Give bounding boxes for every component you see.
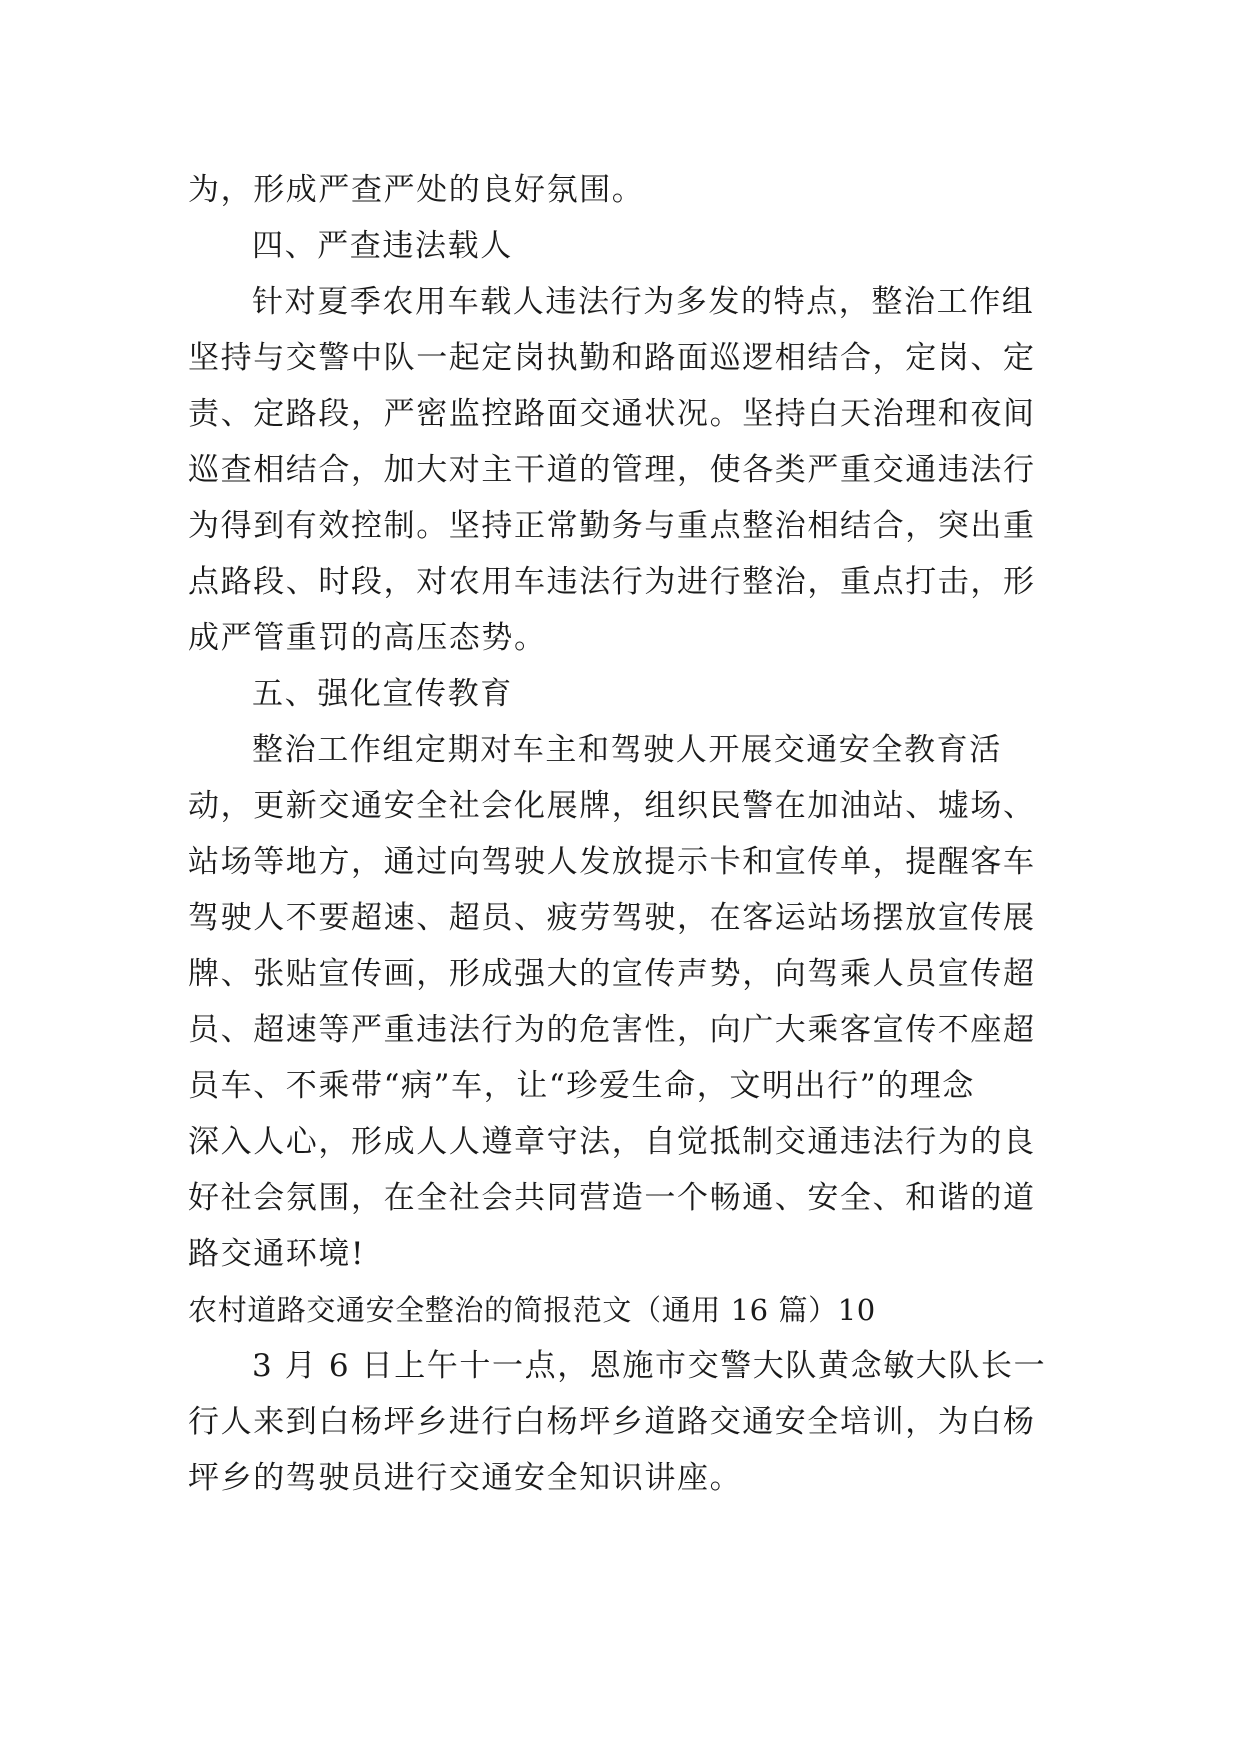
text-line-12: 动，更新交通安全社会化展牌，组织民警在加油站、墟场、 bbox=[188, 788, 1036, 824]
text-line-11: 整治工作组定期对车主和驾驶人开展交通安全教育活 bbox=[252, 732, 1002, 768]
text-line-9: 成严管重罚的高压态势。 bbox=[188, 620, 547, 656]
section-heading-5: 五、强化宣传教育 bbox=[252, 676, 513, 712]
text-line-20: 路交通环境! bbox=[188, 1236, 366, 1272]
text-line-22: 3 月 6 日上午十一点，恩施市交警大队黄念敏大队长一 bbox=[252, 1348, 1047, 1384]
text-line-24: 坪乡的驾驶员进行交通安全知识讲座。 bbox=[188, 1460, 743, 1496]
text-line-19: 好社会氛围，在全社会共同营造一个畅通、安全、和谐的道 bbox=[188, 1180, 1036, 1216]
text-line-18: 深入人心，形成人人遵章守法，自觉抵制交通违法行为的良 bbox=[188, 1124, 1036, 1160]
text-line-8: 点路段、时段，对农用车违法行为进行整治，重点打击，形 bbox=[188, 564, 1036, 600]
text-line-3: 针对夏季农用车载人违法行为多发的特点，整治工作组 bbox=[252, 284, 1035, 320]
text-line-15: 牌、张贴宣传画，形成强大的宣传声势，向驾乘人员宣传超 bbox=[188, 956, 1036, 992]
text-line-7: 为得到有效控制。坚持正常勤务与重点整治相结合，突出重 bbox=[188, 508, 1036, 544]
text-line-5: 责、定路段，严密监控路面交通状况。坚持白天治理和夜间 bbox=[188, 396, 1036, 432]
text-line-14: 驾驶人不要超速、超员、疲劳驾驶，在客运站场摆放宣传展 bbox=[188, 900, 1036, 936]
text-line-13: 站场等地方，通过向驾驶人发放提示卡和宣传单，提醒客车 bbox=[188, 844, 1036, 880]
document-page bbox=[188, 162, 1053, 1506]
section-heading-4: 四、严查违法载人 bbox=[252, 228, 513, 264]
text-line-23: 行人来到白杨坪乡进行白杨坪乡道路交通安全培训，为白杨 bbox=[188, 1404, 1036, 1440]
text-line-4: 坚持与交警中队一起定岗执勤和路面巡逻相结合，定岗、定 bbox=[188, 340, 1036, 376]
text-line-17: 员车、不乘带“病”车，让“珍爱生命，文明出行”的理念 bbox=[188, 1068, 975, 1104]
text-line-6: 巡查相结合，加大对主干道的管理，使各类严重交通违法行 bbox=[188, 452, 1036, 488]
text-line-1: 为，形成严查严处的良好氛围。 bbox=[188, 172, 645, 208]
text-line-16: 员、超速等严重违法行为的危害性，向广大乘客宣传不座超 bbox=[188, 1012, 1036, 1048]
article-title: 农村道路交通安全整治的简报范文（通用 16 篇）10 bbox=[188, 1293, 876, 1327]
